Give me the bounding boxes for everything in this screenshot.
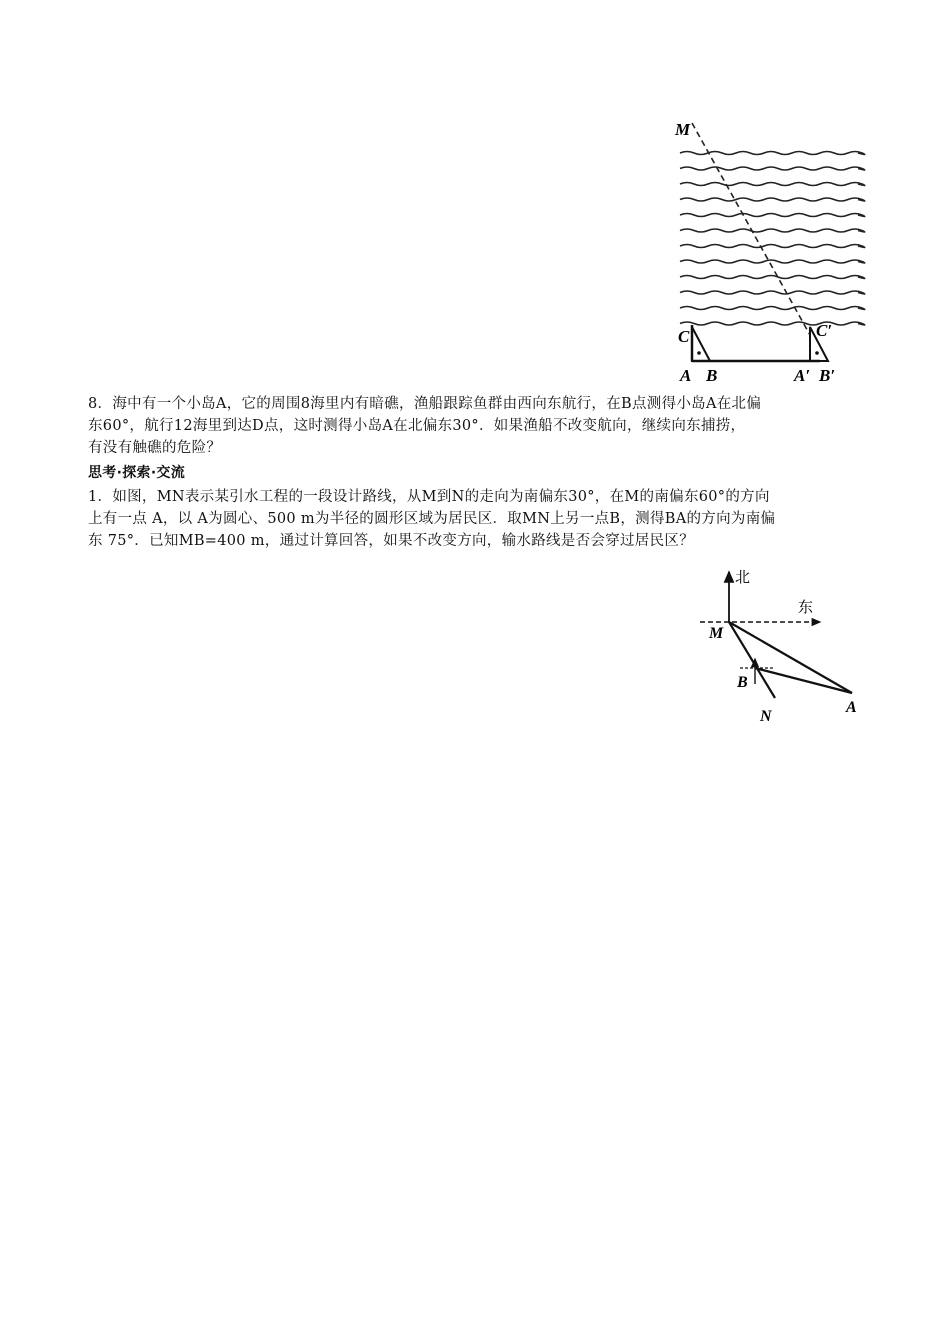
question-1-line-3: 东 75°．已知MB=400 m，通过计算回答，如果不改变方向，输水路线是否会穿过居民区？ xyxy=(88,533,694,549)
route-figure xyxy=(700,560,870,730)
wave-line xyxy=(680,198,865,201)
triangle-left-dot xyxy=(697,351,701,355)
wave-line xyxy=(680,167,865,170)
triangle-left xyxy=(692,327,710,361)
question-8-line-3: 有没有触礁的危险？ xyxy=(88,440,222,456)
triangle-right-dot xyxy=(815,351,819,355)
wave-line xyxy=(680,260,865,263)
sea-figure xyxy=(670,115,870,390)
route-figure-svg xyxy=(700,560,870,730)
question-1-line-1: 1．如图，MN表示某引水工程的一段设计路线，从M到N的走向为南偏东30°，在M的南偏东60°的方向 xyxy=(88,489,770,505)
label-b: B xyxy=(706,366,718,385)
wave-line xyxy=(680,307,865,310)
sea-figure-svg xyxy=(670,115,870,390)
question-1 xyxy=(88,486,864,552)
label-east: 东 xyxy=(798,598,814,616)
line-m-to-n xyxy=(729,622,775,698)
wave-line xyxy=(680,276,865,279)
wave-line xyxy=(680,322,865,325)
label-b: B xyxy=(737,674,748,691)
label-a-prime: A′ xyxy=(794,366,811,385)
label-c: C xyxy=(678,327,690,346)
wave-line xyxy=(680,291,865,294)
question-8-line-2: 东60°，航行12海里到达D点，这时测得小岛A在北偏东30°．如果渔船不改变航向，继续向东捕捞， xyxy=(88,418,746,434)
section-heading: 思考·探索·交流 xyxy=(88,465,186,481)
sight-line-m-to-cprime xyxy=(692,123,810,335)
wave-line xyxy=(680,229,865,232)
label-a: A xyxy=(680,366,692,385)
question-8-line-1: 8．海中有一个小岛A，它的周围8海里内有暗礁，渔船跟踪鱼群由西向东航行，在B点测得小岛A在北偏 xyxy=(88,396,762,412)
label-m: M xyxy=(709,625,724,642)
sea-waves xyxy=(680,152,865,326)
label-c-prime: C′ xyxy=(816,321,833,340)
label-b-prime: B′ xyxy=(819,366,836,385)
wave-line xyxy=(680,245,865,248)
label-a: A xyxy=(846,699,857,716)
wave-line xyxy=(680,183,865,186)
label-m: M xyxy=(675,120,691,139)
question-1-line-2: 上有一点 A，以 A为圆心、500 m为半径的圆形区域为居民区．取MN上另一点B，测得BA的方向为南偏 xyxy=(88,511,776,527)
label-north: 北 xyxy=(735,568,751,586)
wave-line xyxy=(680,214,865,217)
label-n: N xyxy=(760,708,772,725)
question-8 xyxy=(88,393,864,459)
